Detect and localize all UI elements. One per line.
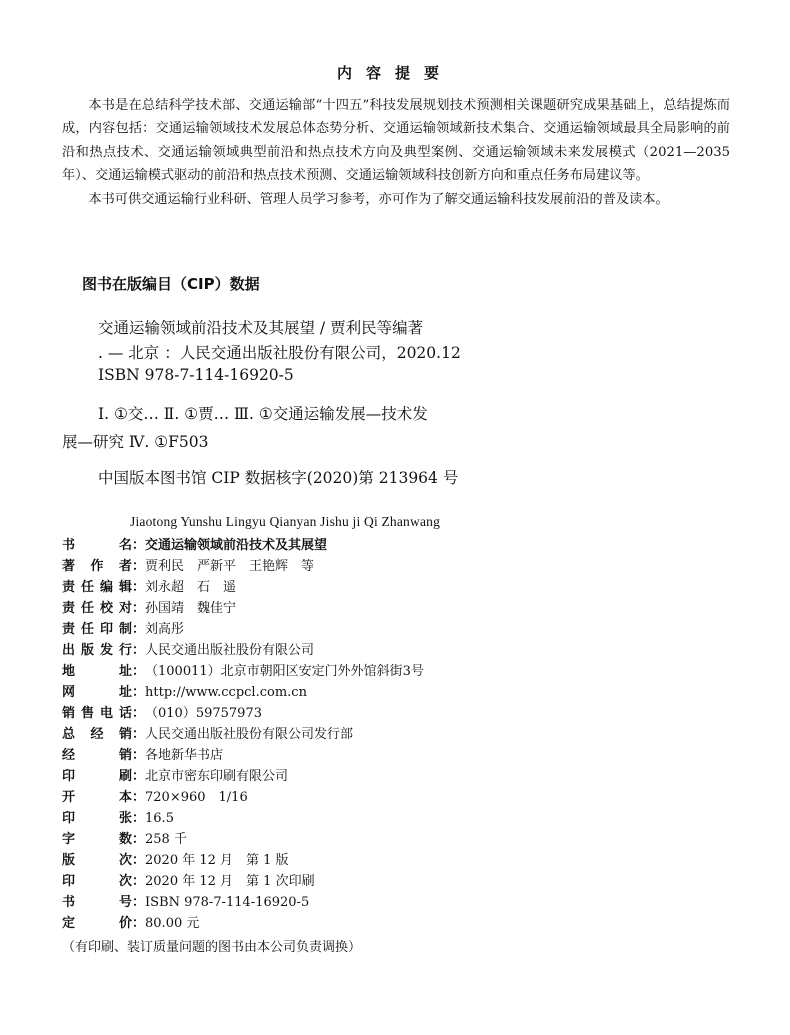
info-row-edition: 版次：2020 年 12 月 第 1 版 (62, 850, 289, 871)
info-label: 版次 (62, 853, 132, 868)
info-row-proofreader: 责任校对：孙国靖 魏佳宁 (62, 598, 236, 619)
info-label: 总经销 (62, 727, 132, 742)
info-label: 书名 (62, 538, 132, 553)
info-value: 孙国靖 魏佳宁 (145, 601, 237, 616)
info-label: 网址 (62, 685, 132, 700)
info-value: 2020 年 12 月 第 1 版 (145, 853, 289, 868)
info-row-distributor: 经销：各地新华书店 (62, 745, 223, 766)
cip-heading: 图书在版编目（CIP）数据 (82, 275, 260, 293)
info-value: 人民交通出版社股份有限公司发行部 (145, 727, 354, 742)
info-value: 交通运输领域前沿技术及其展望 (145, 538, 328, 553)
info-row-authors: 著作者：贾利民 严新平 王艳辉 等 (62, 556, 314, 577)
summary-body (62, 94, 730, 211)
info-label: 经销 (62, 748, 132, 763)
cip-classification-line-2: 展—研究 Ⅳ. ①F503 (62, 433, 209, 451)
info-value: 各地新华书店 (145, 748, 224, 763)
info-value: 人民交通出版社股份有限公司 (145, 643, 315, 658)
info-row-website: 网址：http://www.ccpcl.com.cn (62, 682, 307, 703)
info-label: 印次 (62, 874, 132, 889)
pinyin-title: Jiaotong Yunshu Lingyu Qianyan Jishu ji Qi Zhanwang (130, 514, 441, 529)
info-label: 地址 (62, 664, 132, 679)
info-label: 责任印制 (62, 622, 132, 637)
summary-title: 内容提要 (336, 64, 453, 82)
info-label: 著作者 (62, 559, 132, 574)
summary-paragraph-1: 本书是在总结科学技术部、交通运输部“十四五”科技发展规划技术预测相关课题研究成果基础上，总结提炼而成，内容包括：交通运输领域技术发展总体态势分析、交通运输领域新技术集合、交通运输领域最具全局影响的前沿和热点技术、交通运输领域典型前沿和热点技术方向及典型案例、交通运输领域未来发展模式（2021—2035年）、交通运输模式驱动的前沿和热点技术预测、交通运输领域科技创新方向和重点任务布局建议等。 (62, 98, 730, 184)
info-value: 258 千 (145, 832, 187, 847)
info-row-isbn: 书号：ISBN 978-7-114-16920-5 (62, 892, 309, 913)
info-label: 印张 (62, 811, 132, 826)
info-label: 字数 (62, 832, 132, 847)
info-row-editor: 责任编辑：刘永超 石 遥 (62, 577, 236, 598)
info-value: 刘永超 石 遥 (145, 580, 237, 595)
cip-title-line: 交通运输领域前沿技术及其展望 / 贾利民等编著 (98, 319, 424, 337)
info-value: ISBN 978-7-114-16920-5 (145, 895, 310, 910)
info-label: 开本 (62, 790, 132, 805)
info-label: 责任校对 (62, 601, 132, 616)
info-label: 书号 (62, 895, 132, 910)
info-label: 定价 (62, 916, 132, 931)
info-label: 责任编辑 (62, 580, 132, 595)
info-value: （100011）北京市朝阳区安定门外外馆斜街3号 (145, 664, 424, 679)
quality-note: （有印刷、装订质量问题的图书由本公司负责调换） (62, 940, 362, 955)
info-value: 贾利民 严新平 王艳辉 等 (145, 559, 315, 574)
cip-verification-line: 中国版本图书馆 CIP 数据核字(2020)第 213964 号 (98, 469, 459, 487)
info-row-printing: 印次：2020 年 12 月 第 1 次印刷 (62, 871, 315, 892)
info-label: 销售电话 (62, 706, 132, 721)
info-row-printer: 印刷：北京市密东印刷有限公司 (62, 766, 288, 787)
info-label: 印刷 (62, 769, 132, 784)
info-row-sales-phone: 销售电话：（010）59757973 (62, 703, 262, 724)
info-value: 80.00 元 (145, 916, 200, 931)
info-row-format: 开本：720×960 1/16 (62, 787, 248, 808)
info-value: （010）59757973 (145, 706, 262, 721)
info-value: 16.5 (145, 811, 174, 826)
info-row-sheets: 印张：16.5 (62, 808, 174, 829)
summary-paragraph-2: 本书可供交通运输行业科研、管理人员学习参考，亦可作为了解交通运输科技发展前沿的普及读本。 (88, 191, 669, 207)
cip-publisher-line: . — 北京 ：人民交通出版社股份有限公司，2020.12 (98, 344, 461, 362)
info-value: 2020 年 12 月 第 1 次印刷 (145, 874, 315, 889)
info-row-price: 定价：80.00 元 (62, 913, 199, 934)
info-label: 出版发行 (62, 643, 132, 658)
info-value: 720×960 1/16 (145, 790, 248, 805)
info-row-address: 地址：（100011）北京市朝阳区安定门外外馆斜街3号 (62, 661, 424, 682)
info-row-title: 书名：交通运输领域前沿技术及其展望 (62, 535, 327, 556)
info-row-publisher: 出版发行：人民交通出版社股份有限公司 (62, 640, 314, 661)
info-row-word-count: 字数：258 千 (62, 829, 187, 850)
info-value: http://www.ccpcl.com.cn (145, 685, 307, 700)
info-row-print-supervisor: 责任印制：刘高彤 (62, 619, 184, 640)
info-value: 北京市密东印刷有限公司 (145, 769, 289, 784)
cip-isbn-line: ISBN 978-7-114-16920-5 (98, 366, 294, 384)
info-row-general-distributor: 总经销：人民交通出版社股份有限公司发行部 (62, 724, 353, 745)
info-value: 刘高彤 (145, 622, 185, 637)
cip-classification-line: Ⅰ. ①交… Ⅱ. ①贾… Ⅲ. ①交通运输发展—技术发 (98, 405, 428, 423)
